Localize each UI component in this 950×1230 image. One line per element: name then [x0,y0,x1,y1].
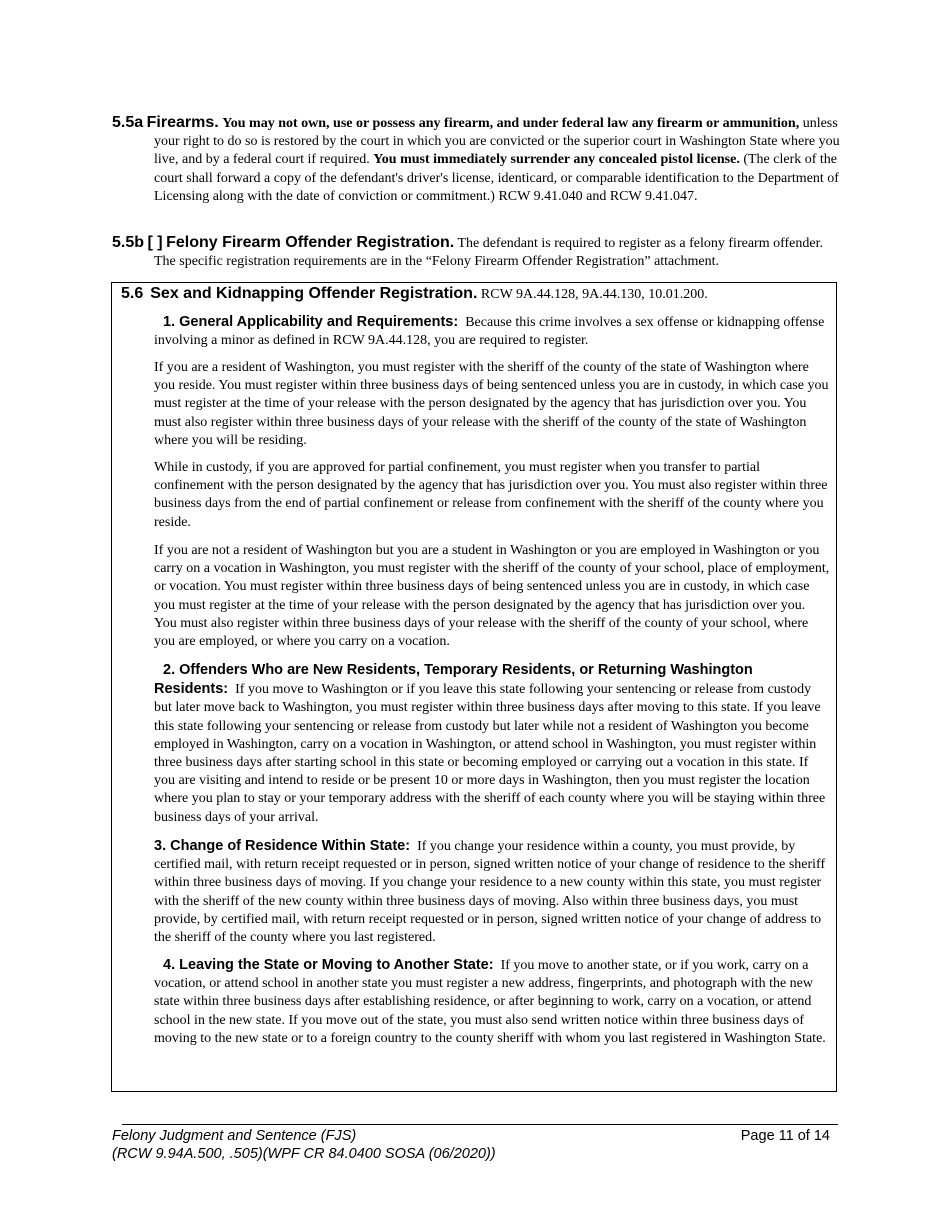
non-resident-paragraph: If you are not a resident of Washington but you are a student in Washington or you are employed in Washington or you carry on a vocation in Washington, you must register with the sheriff of the county of your school, place of employment, or vocation. You must register within three business days of being sentenced unless you are in custody, in which case you must register at the time of your release with the person designated by the agency that has jurisdiction over you. You must also register within three business days of your release with the sheriff of the county of your school, where you are employed, or where you carry on a vocation. [154,543,830,650]
resident-paragraph: If you are a resident of Washington, you must register with the sheriff of the county of the state of Washington where you reside. You must register within three business days of being sentenced unless you are in custody, in which case you must register at the time of your release with the person designated by the agency that has jurisdiction over you. You must also register within three business days of your release with the sheriff of the county of the state of Washington where you will be residing. [154,360,829,448]
footer-form-title: Felony Judgment and Sentence (FJS) [112,1128,357,1144]
section-number: 5.5a [112,114,144,131]
page-number: Page 11 of 14 [740,1128,830,1144]
paragraph-text: If you move to Washington or if you leave this state following your sentencing or release from custody but later move back to Washington, you must register within three business days after moving to this state. If you leave this state following your sentencing or release from custody but later while not a resident of Washington you become employed in Washington, carry on a vocation in Washington, or attend school in Washington, you must register within three business days after starting school in this state or becoming employed or carrying out a vocation in this state. If you are visiting and intend to reside or be present 10 or more days in Washington, then you must register the location where you plan to stay or your temporary address with the sheriff of each county where you will be staying within three business days of your arrival. [154,682,826,825]
section-title: Felony Firearm Offender Registration. [166,234,455,251]
change-of-residence-paragraph [154,837,830,947]
paragraph-heading: 2. Offenders Who are New Residents, Temporary Residents, or Returning Washington Residents: [154,662,753,698]
footer-form-info [112,1127,496,1163]
section-number: 5.6 [121,285,144,302]
custody-paragraph: While in custody, if you are approved for partial confinement, you must register when you transfer to partial confinement with the person designated by the agency that has jurisdiction over you. You must also register within three business days from the end of partial confinement or release from confinement with the sheriff of the county where you reside. [154,460,828,530]
paragraph-text: If you move to another state, or if you work, carry on a vocation, or attend school in another state you must register a new address, fingerprints, and photograph with the new state within three business days after establishing residence, or after beginning to work, carry on a vocation, or attend school in the new state. If you move out of the state, you must also send written notice within three business days of moving to the new state or to a foreign country to the county sheriff with whom you last registered in Washington State. [154,958,826,1046]
section-5-5b-felony-firearm [112,234,840,271]
paragraph-heading: 3. Change of Residence Within State: [154,838,411,854]
paragraph-heading: 4. Leaving the State or Moving to Another State: [163,957,494,973]
new-residents-paragraph [154,661,830,827]
clerk-text: (The clerk of the court shall forward a copy of the defendant's driver's license, identicard, or comparable identification to the Department of Licensing along with the date of conviction or commitment.) RCW 9.41.040 and RCW 9.41.047. [154,152,839,204]
footer-divider [122,1124,838,1125]
section-title: Firearms. [146,114,219,131]
section-5-5a-firearms [112,114,840,206]
firearms-warning: You may not own, use or possess any firearm, and under federal law any firearm or ammunition, [222,116,800,131]
paragraph-heading: 1. General Applicability and Requirements: [163,314,459,330]
felony-firearm-text: The defendant is required to register as a felony firearm offender. The specific registration requirements are in the “Felony Firearm Offender Registration” attachment. [154,236,823,270]
footer-form-citation: (RCW 9.94A.500, .505)(WPF CR 84.0400 SOSA (06/2020)) [112,1146,496,1162]
paragraph-text: Because this crime involves a sex offense or kidnapping offense involving a minor as defined in RCW 9A.44.128, you are required to register. [154,315,825,349]
leaving-state-paragraph [154,956,830,1048]
section-rcw: RCW 9A.44.128, 9A.44.130, 10.01.200. [480,287,708,302]
general-applicability-paragraph [154,313,830,350]
section-5-6-sex-kidnapping-box [111,282,837,1092]
paragraph-text: If you change your residence within a county, you must provide, by certified mail, with return receipt requested or in person, signed written notice of your change of residence to the sheriff within three business days of moving. If you change your residence to a new county within this state, you must register with the sheriff of the new county within three business days of moving. Also within three business days, you must provide, by certified mail, with return receipt requested or in person, signed written notice of your change of address to the sheriff of the county where you last registered. [154,839,826,946]
section-title: Sex and Kidnapping Offender Registration. [150,285,478,302]
firearms-text: unless your right to do so is restored by the court in which you are convicted or the superior court in Washington State where you live, and by a federal court if required. [154,116,840,168]
registration-checkbox[interactable]: [ ] [147,234,163,251]
pistol-license-warning: You must immediately surrender any concealed pistol license. [373,152,740,168]
section-number: 5.5b [112,234,145,251]
